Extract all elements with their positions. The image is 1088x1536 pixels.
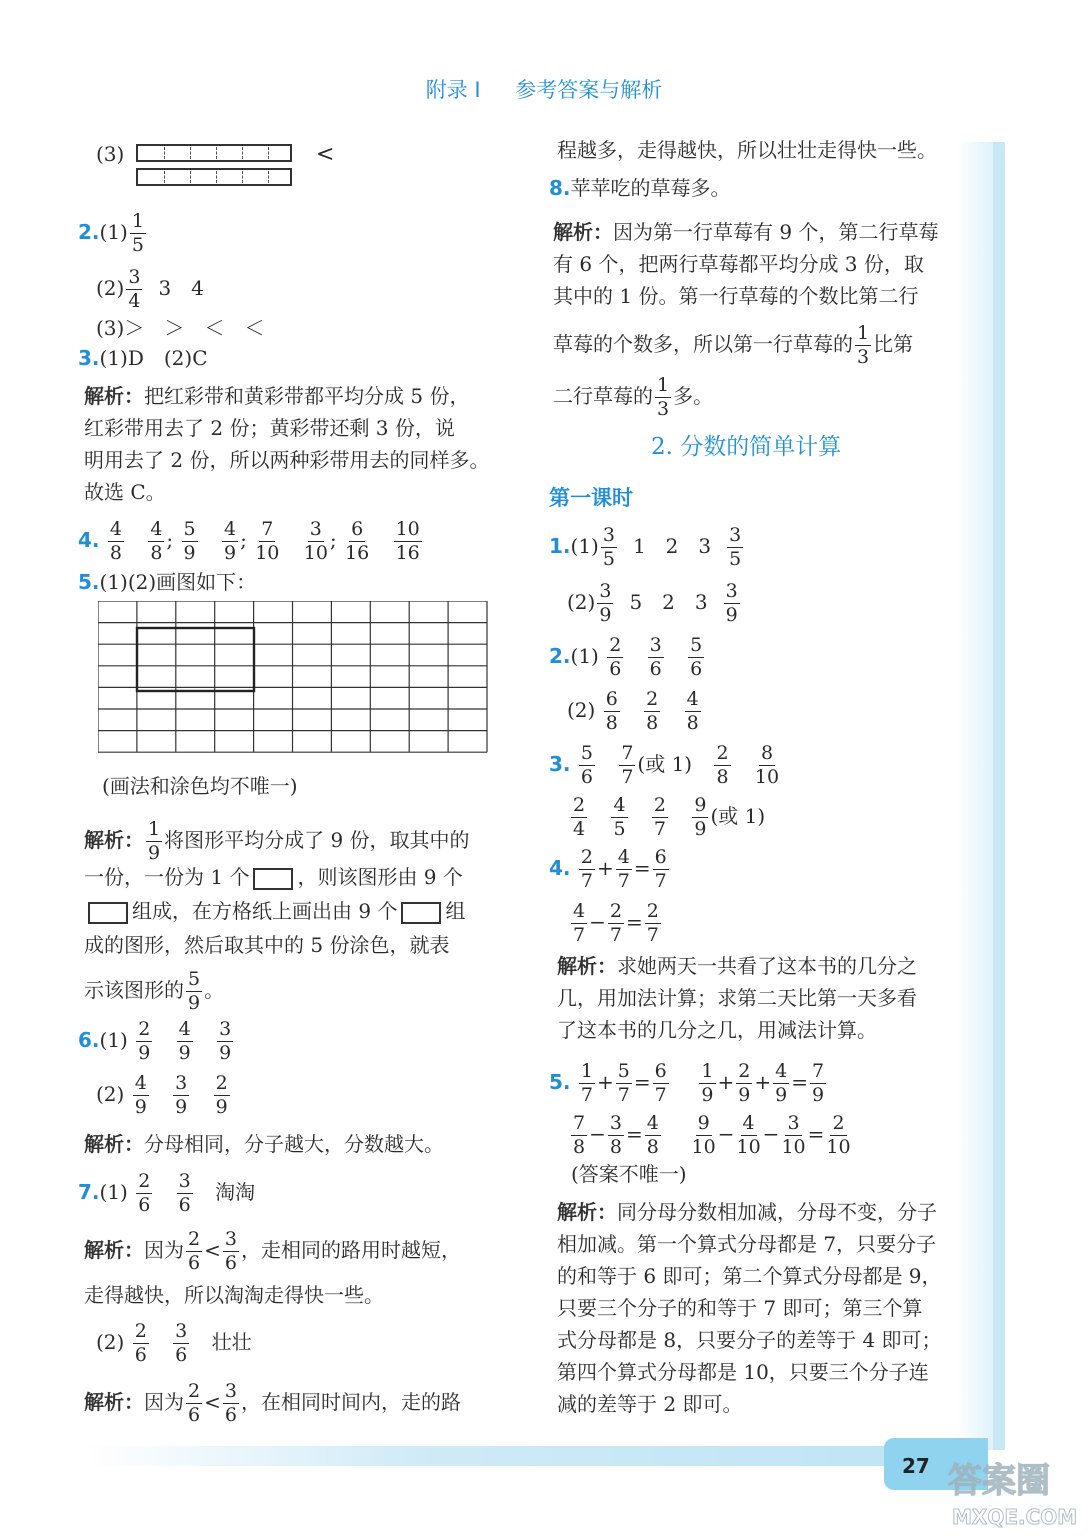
q7-lt: < bbox=[204, 1390, 221, 1414]
q7-frac: $\frac{2}{6}$ bbox=[134, 1320, 147, 1366]
strip-bar-top bbox=[136, 144, 292, 162]
q8-frac: $\frac{1}{3}$ bbox=[857, 322, 870, 368]
r5-jx-line: 式分母都是 8，只要分子的差等于 4 即可； bbox=[557, 1328, 942, 1352]
q7-jx-frac: $\frac{3}{6}$ bbox=[224, 1380, 237, 1426]
q6-p2: (2) bbox=[96, 1082, 125, 1106]
r5-frac: $\frac{3}{10}$ bbox=[781, 1112, 806, 1158]
q4-frac: $\frac{4}{8}$ bbox=[150, 518, 163, 564]
q5-jx-line: 示该图形的 bbox=[84, 978, 184, 1002]
q2-frac: $\frac{1}{5}$ bbox=[131, 210, 144, 256]
page-header bbox=[0, 74, 1088, 104]
q3-answer: (1)D (2)C bbox=[99, 346, 208, 370]
q5-jx-line: ，则该图形由 9 个 bbox=[297, 865, 463, 889]
r3-frac: $\frac{4}{5}$ bbox=[613, 794, 626, 840]
q6-frac: $\frac{4}{9}$ bbox=[134, 1072, 147, 1118]
r3-frac: $\frac{2}{8}$ bbox=[716, 742, 729, 788]
q3 bbox=[78, 348, 208, 368]
q6-frac: $\frac{2}{9}$ bbox=[215, 1072, 228, 1118]
r4-jx-label: 解析： bbox=[557, 954, 617, 978]
r1-p1: (1) bbox=[570, 534, 599, 558]
q4-number: 4. bbox=[78, 528, 100, 552]
r5-explanation bbox=[557, 1196, 977, 1420]
q7-jx2 bbox=[84, 1382, 461, 1425]
q8-explanation bbox=[553, 216, 973, 420]
r3-frac: $\frac{5}{6}$ bbox=[580, 742, 593, 788]
q4-frac: $\frac{7}{10}$ bbox=[255, 518, 280, 564]
r3-row2 bbox=[569, 796, 765, 839]
r5-op: + bbox=[717, 1070, 735, 1094]
q2 bbox=[78, 212, 148, 255]
q3-explanation bbox=[84, 380, 514, 508]
r1 bbox=[549, 526, 745, 569]
r5-jx-line: 相加减。第一个算式分母都是 7，只要分子 bbox=[557, 1232, 937, 1256]
q5-jx-line: 将图形平均分成了 9 份，取其中的 bbox=[164, 828, 470, 852]
q6-jx-text: 分母相同，分子越大，分数越大。 bbox=[144, 1132, 444, 1156]
unit-box bbox=[401, 902, 441, 924]
q5-number: 5. bbox=[78, 570, 100, 594]
r3-frac: $\frac{2}{7}$ bbox=[653, 794, 666, 840]
q4-frac: $\frac{4}{9}$ bbox=[223, 518, 237, 564]
r1-number: 1. bbox=[549, 534, 571, 558]
q7-p2: (2) bbox=[96, 1330, 125, 1354]
q6-frac: $\frac{3}{9}$ bbox=[175, 1072, 188, 1118]
r2-frac: $\frac{2}{8}$ bbox=[646, 688, 659, 734]
r5-op: − bbox=[717, 1122, 735, 1146]
r1-p2-mid: 5 2 3 bbox=[629, 590, 708, 614]
watermark-bottom: MXQE.COM bbox=[952, 1505, 1078, 1529]
r4-op: + bbox=[596, 856, 614, 880]
q4 bbox=[78, 520, 424, 563]
q5-jx-line: 。 bbox=[204, 978, 225, 1002]
q4-frac: $\frac{4}{8}$ bbox=[109, 518, 122, 564]
q5 bbox=[78, 572, 256, 592]
q8-number: 8. bbox=[549, 176, 571, 200]
r2-frac: $\frac{5}{6}$ bbox=[690, 634, 703, 680]
r4-frac: $\frac{6}{7}$ bbox=[654, 846, 667, 892]
r2-number: 2. bbox=[549, 644, 571, 668]
q8-jx-line: 比第 bbox=[873, 332, 914, 356]
q4-sep: ; bbox=[166, 528, 174, 552]
lesson-title: 第一课时 bbox=[549, 486, 633, 510]
r4-op: − bbox=[589, 910, 606, 934]
r2-frac: $\frac{2}{6}$ bbox=[609, 634, 622, 680]
q4-frac: $\frac{6}{16}$ bbox=[345, 518, 370, 564]
r5-op: = bbox=[625, 1122, 643, 1146]
q7-jx-text: 因为 bbox=[144, 1238, 184, 1262]
r5-number: 5. bbox=[549, 1070, 571, 1094]
q8 bbox=[549, 178, 731, 198]
q7-jx-text: 因为 bbox=[144, 1390, 184, 1414]
q4-frac: $\frac{10}{16}$ bbox=[395, 518, 420, 564]
r2-frac: $\frac{4}{8}$ bbox=[686, 688, 699, 734]
r-continuation: 程越多，走得越快，所以壮壮走得快一些。 bbox=[557, 138, 937, 162]
r3 bbox=[549, 744, 781, 787]
q6-part2 bbox=[96, 1074, 232, 1117]
nine-unit-shape bbox=[137, 628, 254, 691]
r1-frac: $\frac{3}{9}$ bbox=[599, 580, 612, 626]
r2-frac: $\frac{3}{6}$ bbox=[649, 634, 662, 680]
bottom-decor-band bbox=[84, 1446, 944, 1466]
r2 bbox=[549, 636, 706, 679]
r5-note: (答案不唯一) bbox=[571, 1162, 687, 1186]
q3-jx-label: 解析： bbox=[84, 384, 144, 408]
q5-jx-frac: $\frac{1}{9}$ bbox=[148, 818, 161, 864]
r4-frac: $\frac{2}{7}$ bbox=[646, 900, 659, 946]
r2-p1: (1) bbox=[570, 644, 599, 668]
r1-frac: $\frac{3}{9}$ bbox=[725, 580, 738, 626]
q5-jx-frac: $\frac{5}{9}$ bbox=[188, 968, 201, 1014]
q3-jx-line: 明用去了 2 份，所以两种彩带用去的同样多。 bbox=[84, 448, 490, 472]
q5-jx-line: 成的图形，然后取其中的 5 份涂色，就表 bbox=[84, 933, 450, 957]
q8-jx-line: 草莓的个数多，所以第一行草莓的 bbox=[553, 332, 853, 356]
q2-p2-rest: 3 4 bbox=[158, 276, 204, 300]
r4-jx-line: 求她两天一共看了这本书的几分之 bbox=[617, 954, 917, 978]
q3-number: 3. bbox=[78, 346, 100, 370]
r3-number: 3. bbox=[549, 752, 571, 776]
r4-frac: $\frac{2}{7}$ bbox=[609, 900, 622, 946]
watermark-logo bbox=[940, 1448, 1080, 1533]
q2-p1: (1) bbox=[99, 220, 128, 244]
q6-frac: $\frac{2}{9}$ bbox=[138, 1018, 151, 1064]
r1-frac: $\frac{3}{5}$ bbox=[602, 524, 615, 570]
q7-jx-label: 解析： bbox=[84, 1390, 144, 1414]
r4-jx-line: 了这本书的几分之几，用减法计算。 bbox=[557, 1018, 877, 1042]
r5-jx-line: 同分母分数相加减，分母不变，分子 bbox=[617, 1200, 937, 1224]
r5-frac: $\frac{4}{10}$ bbox=[736, 1112, 761, 1158]
q7-p2-name: 壮壮 bbox=[211, 1330, 252, 1354]
q8-jx-label: 解析： bbox=[553, 220, 613, 244]
section-title: 2. 分数的简单计算 bbox=[651, 434, 842, 460]
r5-op: = bbox=[807, 1122, 825, 1146]
r3-frac: $\frac{7}{7}$ bbox=[621, 742, 634, 788]
q7-lt: < bbox=[204, 1238, 221, 1262]
r5-op: = bbox=[791, 1070, 808, 1094]
q5-answer: (1)(2)画图如下： bbox=[99, 570, 257, 594]
header-title: 参考答案与解析 bbox=[515, 78, 663, 102]
r4-frac: $\frac{4}{7}$ bbox=[573, 900, 586, 946]
r5-frac: $\frac{7}{9}$ bbox=[811, 1060, 825, 1106]
q2-part3: (3)＞ ＞ ＜ ＜ bbox=[96, 316, 265, 340]
r5-frac: $\frac{3}{8}$ bbox=[609, 1112, 622, 1158]
r4-op: = bbox=[625, 910, 643, 934]
r5-frac: $\frac{1}{9}$ bbox=[701, 1060, 714, 1106]
r5-jx-line: 只要三个分子的和等于 7 即可；第三个算 bbox=[557, 1296, 923, 1320]
q2-number: 2. bbox=[78, 220, 100, 244]
q8-jx-line: 二行草莓的 bbox=[553, 384, 653, 408]
q7 bbox=[78, 1172, 255, 1215]
q2-p2-label: (2) bbox=[96, 276, 125, 300]
q3-jx-line: 故选 C。 bbox=[84, 480, 166, 504]
q6-explanation bbox=[84, 1134, 444, 1154]
q4-frac: $\frac{5}{9}$ bbox=[183, 518, 196, 564]
r5-frac: $\frac{9}{10}$ bbox=[691, 1112, 716, 1158]
r5-frac: $\frac{5}{7}$ bbox=[617, 1060, 630, 1106]
r2-frac: $\frac{6}{8}$ bbox=[605, 688, 618, 734]
q3-jx-line: 把红彩带和黄彩带都平均分成 5 份， bbox=[144, 384, 470, 408]
r5-op: = bbox=[633, 1070, 651, 1094]
r4-explanation bbox=[557, 950, 977, 1046]
q7-frac: $\frac{3}{6}$ bbox=[175, 1320, 188, 1366]
q4-sep: ; bbox=[240, 528, 247, 552]
q8-frac: $\frac{1}{3}$ bbox=[657, 374, 670, 420]
r4-frac: $\frac{2}{7}$ bbox=[580, 846, 593, 892]
strip-bar-bottom bbox=[136, 168, 292, 186]
q7-jx-text: ，在相同时间内，走的路 bbox=[240, 1390, 461, 1414]
r5-op: + bbox=[754, 1070, 772, 1094]
r4 bbox=[549, 848, 671, 891]
q7-frac: $\frac{2}{6}$ bbox=[138, 1170, 151, 1216]
r5-frac: $\frac{4}{9}$ bbox=[775, 1060, 788, 1106]
r4-op: = bbox=[633, 856, 651, 880]
r5-op: − bbox=[762, 1122, 780, 1146]
r3-frac: $\frac{8}{10}$ bbox=[754, 742, 780, 788]
r5-frac: $\frac{4}{8}$ bbox=[646, 1112, 659, 1158]
q7-jx-frac: $\frac{3}{6}$ bbox=[224, 1228, 237, 1274]
q5-note: (画法和涂色均不唯一) bbox=[102, 774, 298, 798]
unit-box bbox=[253, 868, 293, 890]
q5-jx-line: 组成，在方格纸上画出由 9 个 bbox=[132, 899, 398, 923]
q7-p1-name: 淘淘 bbox=[215, 1180, 256, 1204]
q6-frac: $\frac{4}{9}$ bbox=[178, 1018, 191, 1064]
q6 bbox=[78, 1020, 235, 1063]
r5-frac: $\frac{7}{8}$ bbox=[573, 1112, 586, 1158]
r1-p1-mid: 1 2 3 bbox=[632, 534, 712, 558]
q7-jx-label: 解析： bbox=[84, 1238, 144, 1262]
q7-jx-text: ，走相同的路用时越短， bbox=[240, 1238, 461, 1262]
q3-jx-line: 红彩带用去了 2 份；黄彩带还剩 3 份，说 bbox=[84, 416, 455, 440]
r5-frac: $\frac{2}{10}$ bbox=[826, 1112, 851, 1158]
r5-frac: $\frac{2}{9}$ bbox=[738, 1060, 751, 1106]
r1-p2: (2) bbox=[567, 590, 596, 614]
r5-jx-label: 解析： bbox=[557, 1200, 617, 1224]
r5-op: + bbox=[596, 1070, 614, 1094]
q8-jx-line: 有 6 个，把两行草莓都平均分成 3 份，取 bbox=[553, 252, 924, 276]
q7-jx1 bbox=[84, 1230, 461, 1273]
q5-explanation bbox=[84, 818, 514, 1014]
r5-row2 bbox=[569, 1114, 853, 1157]
q7-frac: $\frac{3}{6}$ bbox=[178, 1170, 191, 1216]
r3-frac: $\frac{2}{4}$ bbox=[573, 794, 586, 840]
r4-frac: $\frac{4}{7}$ bbox=[617, 846, 630, 892]
header-appendix: 附录 I bbox=[425, 78, 481, 102]
r5-jx-line: 的和等于 6 即可；第二个算式分母都是 9， bbox=[557, 1264, 942, 1288]
r2-part2 bbox=[567, 690, 703, 733]
r3-or2: (或 1) bbox=[710, 804, 766, 828]
q7-jx-frac: $\frac{2}{6}$ bbox=[188, 1228, 201, 1274]
q5-jx-line: 组 bbox=[445, 899, 466, 923]
q7-jx1-cont: 走得越快，所以淘淘走得快一些。 bbox=[84, 1283, 384, 1307]
q7-number: 7. bbox=[78, 1180, 100, 1204]
q7-jx-frac: $\frac{2}{6}$ bbox=[188, 1380, 201, 1426]
q6-p1: (1) bbox=[99, 1028, 128, 1052]
r5 bbox=[549, 1062, 828, 1105]
q6-frac: $\frac{3}{9}$ bbox=[219, 1018, 232, 1064]
q4-sep: ; bbox=[329, 528, 337, 552]
page-number: 27 bbox=[902, 1454, 930, 1478]
r5-frac: $\frac{6}{7}$ bbox=[654, 1060, 667, 1106]
r1-part2 bbox=[567, 582, 742, 625]
r4-jx-line: 几，用加法计算；求第二天比第一天多看 bbox=[557, 986, 917, 1010]
unit-box bbox=[88, 902, 128, 924]
r1-frac: $\frac{3}{5}$ bbox=[729, 524, 742, 570]
r3-or1: (或 1) bbox=[637, 752, 693, 776]
q2-p2-frac: $\frac{3}{4}$ bbox=[128, 266, 141, 312]
q8-jx-line: 多。 bbox=[673, 384, 714, 408]
q2-part2 bbox=[96, 268, 204, 311]
q1-3-compare: < bbox=[316, 142, 335, 167]
q7-p1: (1) bbox=[99, 1180, 128, 1204]
q1-3-label: (3) bbox=[96, 142, 125, 166]
q4-frac: $\frac{3}{10}$ bbox=[303, 518, 328, 564]
q6-jx-label: 解析： bbox=[84, 1132, 144, 1156]
q7-part2 bbox=[96, 1322, 252, 1365]
r5-frac: $\frac{1}{7}$ bbox=[580, 1060, 593, 1106]
q6-number: 6. bbox=[78, 1028, 100, 1052]
r3-frac: $\frac{9}{9}$ bbox=[694, 794, 707, 840]
r4-number: 4. bbox=[549, 856, 571, 880]
q8-answer: 苹苹吃的草莓多。 bbox=[570, 176, 731, 200]
watermark-top: 答案圈 bbox=[948, 1461, 1050, 1501]
q5-jx-line: 一份，一份为 1 个 bbox=[84, 865, 250, 889]
q5-jx-label: 解析： bbox=[84, 828, 144, 852]
r5-op: − bbox=[589, 1122, 606, 1146]
r2-p2: (2) bbox=[567, 698, 596, 722]
q5-grid-drawing bbox=[98, 601, 488, 763]
r5-jx-line: 第四个算式分母都是 10，只要三个分子连 bbox=[557, 1360, 929, 1384]
r5-jx-line: 减的差等于 2 即可。 bbox=[557, 1392, 743, 1416]
q8-jx-line: 其中的 1 份。第一行草莓的个数比第二行 bbox=[553, 284, 919, 308]
q8-jx-line: 因为第一行草莓有 9 个，第二行草莓 bbox=[613, 220, 939, 244]
r4-eq2 bbox=[569, 902, 663, 945]
